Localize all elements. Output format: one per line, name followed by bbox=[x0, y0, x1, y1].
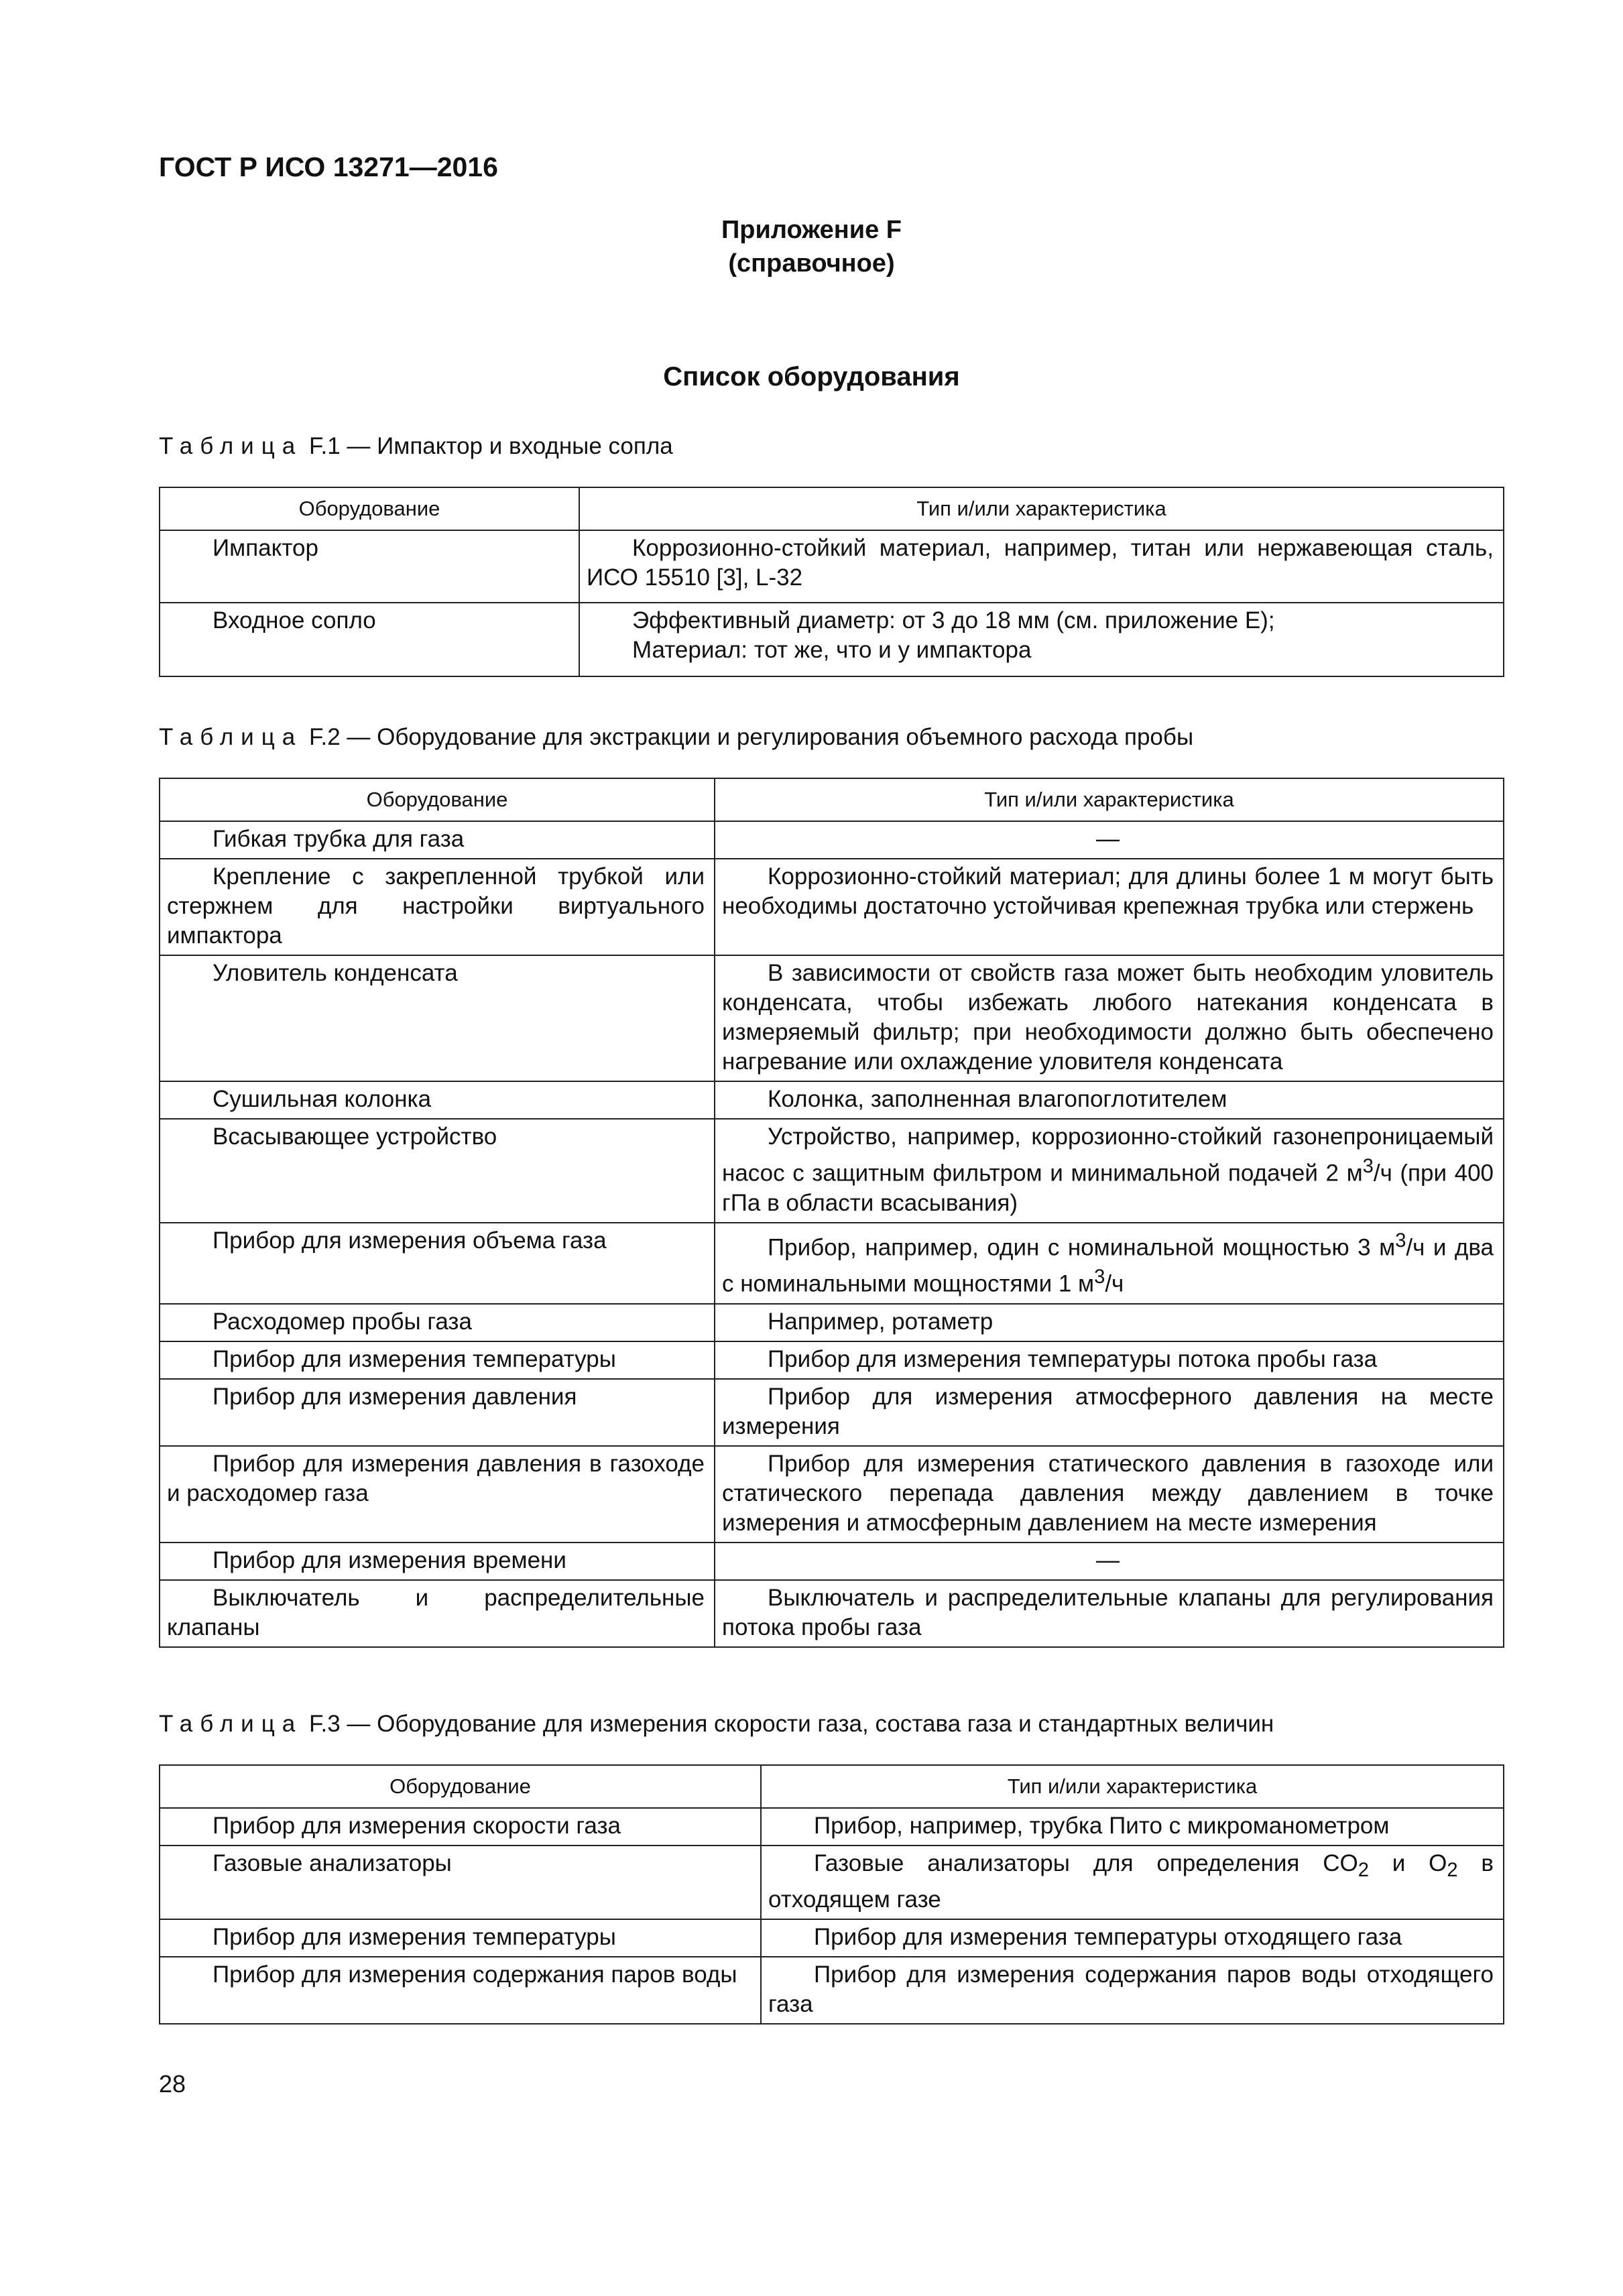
table-row bbox=[160, 1379, 1504, 1446]
column-header-description: Тип и/или характеристика bbox=[579, 487, 1504, 530]
description-text: и O bbox=[1368, 1850, 1447, 1876]
description-cell: — bbox=[715, 821, 1504, 859]
description-cell: Например, ротаметр bbox=[715, 1304, 1504, 1341]
description-cell: Коррозионно-стойкий материал; для длины более 1 м могут быть необходимы достаточно устойчивая крепежная трубка или стержень bbox=[715, 859, 1504, 955]
description-cell: Прибор для измерения атмосферного давления на месте измерения bbox=[715, 1379, 1504, 1446]
description-cell: Коррозионно-стойкий материал, например, титан или нержавеющая сталь, ИСО 15510 [3], L-32 bbox=[579, 530, 1504, 603]
document-code: ГОСТ Р ИСО 13271—2016 bbox=[159, 152, 498, 182]
table-row bbox=[160, 1919, 1504, 1957]
table-row bbox=[160, 1957, 1504, 2024]
superscript: 3 bbox=[1362, 1156, 1374, 1177]
table-row bbox=[160, 603, 1504, 676]
table-row bbox=[160, 530, 1504, 603]
table-f1-caption-label: Таблица bbox=[159, 433, 303, 459]
table-row bbox=[160, 1580, 1504, 1647]
annex-heading bbox=[0, 213, 1623, 280]
description-cell: Прибор, например, трубка Пито с микроманометром bbox=[761, 1808, 1504, 1846]
superscript: 3 bbox=[1395, 1229, 1406, 1252]
description-cell: Прибор для измерения содержания паров воды отходящего газа bbox=[761, 1957, 1504, 2024]
table-f3 bbox=[159, 1764, 1504, 2025]
table-row bbox=[160, 1341, 1504, 1379]
table-row bbox=[160, 1543, 1504, 1580]
description-text: /ч bbox=[1105, 1270, 1124, 1297]
table-f1-caption bbox=[159, 433, 673, 460]
equipment-cell: Прибор для измерения давления в газоходе и расходомер газа bbox=[160, 1446, 715, 1543]
description-text: Газовые анализаторы для определения CO bbox=[814, 1850, 1358, 1876]
table-row bbox=[160, 1119, 1504, 1223]
description-text: /ч (при 400 гПа в области всасывания) bbox=[722, 1160, 1494, 1216]
annex-title: Приложение F bbox=[721, 216, 902, 244]
equipment-cell: Прибор для измерения давления bbox=[160, 1379, 715, 1446]
description-text: /ч и два с номинальными мощностями 1 м bbox=[722, 1234, 1494, 1297]
table-f3-caption-label: Таблица bbox=[159, 1711, 303, 1737]
description-cell: Прибор для измерения статического давления в газоходе или статического перепада давления между давлением в точке измерения и атмосферным давлением на месте измерения bbox=[715, 1446, 1504, 1543]
table-f2-caption-text: F.2 — Оборудование для экстракции и регулирования объемного расхода пробы bbox=[308, 724, 1194, 750]
description-cell bbox=[579, 603, 1504, 676]
column-header-equipment: Оборудование bbox=[160, 778, 715, 821]
description-cell: Прибор для измерения температуры потока пробы газа bbox=[715, 1341, 1504, 1379]
table-row bbox=[160, 1446, 1504, 1543]
description-line: Эффективный диаметр: от 3 до 18 мм (см. приложение Е); bbox=[632, 607, 1275, 633]
equipment-cell: Выключатель и распределительные клапаны bbox=[160, 1580, 715, 1647]
description-cell: Колонка, заполненная влагопоглотителем bbox=[715, 1081, 1504, 1119]
equipment-cell: Прибор для измерения времени bbox=[160, 1543, 715, 1580]
table-row bbox=[160, 1304, 1504, 1341]
table-f3-caption bbox=[159, 1711, 1274, 1738]
table-row bbox=[160, 859, 1504, 955]
equipment-cell: Сушильная колонка bbox=[160, 1081, 715, 1119]
description-cell: Выключатель и распределительные клапаны для регулирования потока пробы газа bbox=[715, 1580, 1504, 1647]
equipment-cell: Прибор для измерения температуры bbox=[160, 1341, 715, 1379]
column-header-description: Тип и/или характеристика bbox=[715, 778, 1504, 821]
equipment-cell: Всасывающее устройство bbox=[160, 1119, 715, 1223]
table-f3-caption-text: F.3 — Оборудование для измерения скорости газа, состава газа и стандартных величин bbox=[308, 1711, 1274, 1737]
equipment-cell: Уловитель конденсата bbox=[160, 955, 715, 1081]
annex-status: (справочное) bbox=[728, 249, 895, 278]
table-header-row bbox=[160, 1765, 1504, 1808]
table-row bbox=[160, 1846, 1504, 1919]
subscript: 2 bbox=[1447, 1860, 1458, 1881]
equipment-cell: Расходомер пробы газа bbox=[160, 1304, 715, 1341]
equipment-cell: Прибор для измерения температуры bbox=[160, 1919, 761, 1957]
table-f2-caption-label: Таблица bbox=[159, 724, 303, 750]
superscript: 3 bbox=[1094, 1266, 1105, 1288]
description-cell: Прибор для измерения температуры отходящего газа bbox=[761, 1919, 1504, 1957]
equipment-cell: Крепление с закрепленной трубкой или стержнем для настройки виртуального импактора bbox=[160, 859, 715, 955]
table-f1 bbox=[159, 487, 1504, 677]
description-line: Материал: тот же, что и у импактора bbox=[632, 637, 1032, 663]
equipment-cell: Прибор для измерения скорости газа bbox=[160, 1808, 761, 1846]
table-f2-caption bbox=[159, 724, 1193, 751]
equipment-cell: Газовые анализаторы bbox=[160, 1846, 761, 1919]
description-text: Прибор, например, один с номинальной мощностью 3 м bbox=[768, 1234, 1396, 1261]
table-row bbox=[160, 821, 1504, 859]
description-cell: — bbox=[715, 1543, 1504, 1580]
page-number: 28 bbox=[159, 2070, 186, 2098]
subscript: 2 bbox=[1358, 1860, 1369, 1881]
description-cell bbox=[715, 1223, 1504, 1304]
table-f1-caption-text: F.1 — Импактор и входные сопла bbox=[308, 433, 673, 459]
description-cell bbox=[761, 1846, 1504, 1919]
equipment-cell: Входное сопло bbox=[160, 603, 579, 676]
equipment-cell: Гибкая трубка для газа bbox=[160, 821, 715, 859]
equipment-cell: Импактор bbox=[160, 530, 579, 603]
table-f2 bbox=[159, 778, 1504, 1648]
column-header-equipment: Оборудование bbox=[160, 487, 579, 530]
table-header-row bbox=[160, 778, 1504, 821]
description-text: в отходящем газе bbox=[768, 1850, 1494, 1913]
column-header-equipment: Оборудование bbox=[160, 1765, 761, 1808]
table-row bbox=[160, 1808, 1504, 1846]
table-row bbox=[160, 1081, 1504, 1119]
table-header-row bbox=[160, 487, 1504, 530]
table-row bbox=[160, 1223, 1504, 1304]
column-header-description: Тип и/или характеристика bbox=[761, 1765, 1504, 1808]
section-title: Список оборудования bbox=[663, 362, 960, 391]
equipment-cell: Прибор для измерения объема газа bbox=[160, 1223, 715, 1304]
equipment-cell: Прибор для измерения содержания паров воды bbox=[160, 1957, 761, 2024]
description-cell: В зависимости от свойств газа может быть необходим уловитель конденсата, чтобы избежать любого натекания конденсата в измеряемый фильтр; при необходимости должно быть обеспечено нагревание или охлаждение уловителя конденсата bbox=[715, 955, 1504, 1081]
table-row bbox=[160, 955, 1504, 1081]
description-cell bbox=[715, 1119, 1504, 1223]
description-text: Устройство, например, коррозионно-стойкий газонепроницаемый насос с защитным фильтром и минимальной подачей 2 м bbox=[722, 1124, 1494, 1187]
